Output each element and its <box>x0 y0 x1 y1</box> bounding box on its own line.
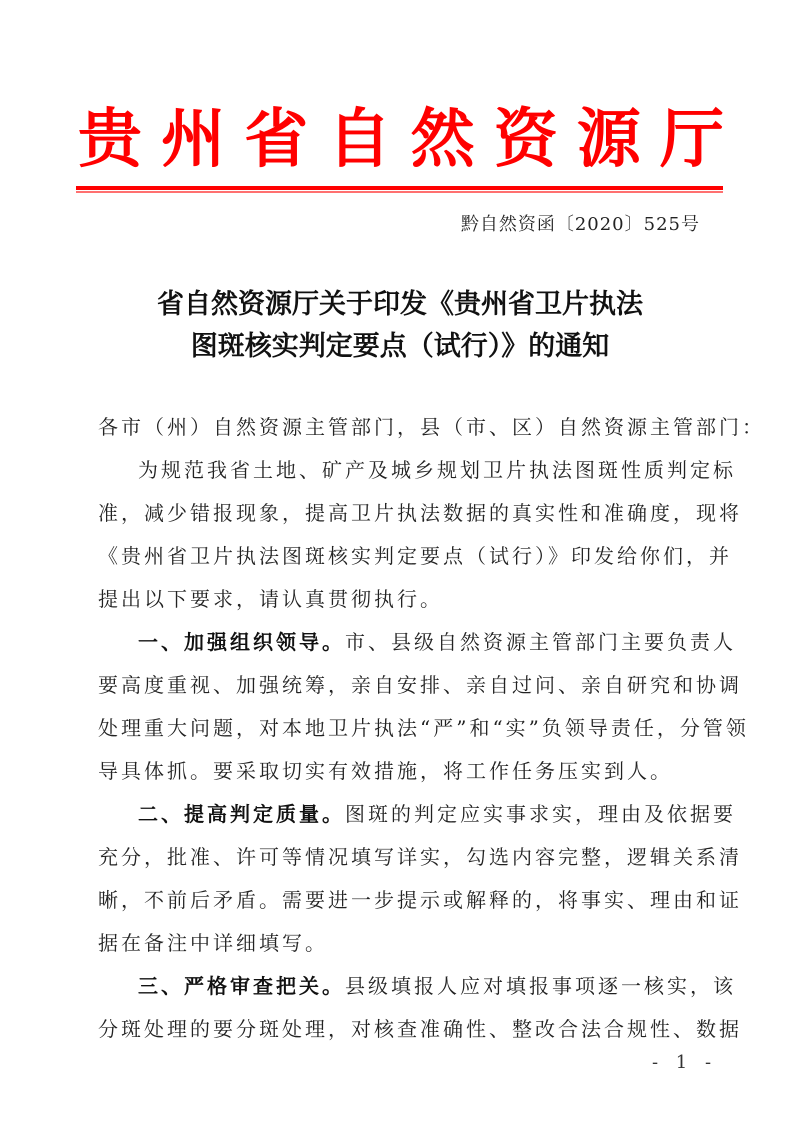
masthead-char: 贵 <box>78 102 142 177</box>
body-line: 晰，不前后矛盾。需要进一步提示或解释的，将事实、理由和证 <box>98 888 742 912</box>
document-title-line1: 省自然资源厅关于印发《贵州省卫片执法 <box>157 289 643 320</box>
document-title-line2: 图斑核实判定要点（试行）》的通知 <box>190 331 610 362</box>
red-header-rule <box>76 186 723 190</box>
body-line: 要高度重视、加强统筹，亲自安排、亲自过问、亲自研究和协调 <box>98 673 742 697</box>
section-3-heading: 三、严格审查把关。 <box>138 974 345 998</box>
section-2-heading: 二、提高判定质量。 <box>138 802 345 826</box>
masthead-char: 然 <box>410 102 475 177</box>
body-line: 《贵州省卫片执法图斑核实判定要点（试行）》印发给你们，并 <box>98 544 732 568</box>
section-2-text: 图斑的判定应实事求实，理由及依据要 <box>345 802 736 826</box>
section-3 <box>98 965 736 1008</box>
salutation: 各市（州）自然资源主管部门，县（市、区）自然资源主管部门： <box>98 415 765 439</box>
section-1 <box>98 621 736 664</box>
body-line: 分斑处理的要分斑处理，对核查准确性、整改合法合规性、数据 <box>98 1017 742 1041</box>
section-1-text: 市、县级自然资源主管部门主要负责人 <box>345 630 736 654</box>
body-line: 准，减少错报现象，提高卫片执法数据的真实性和准确度，现将 <box>98 501 742 525</box>
body-line: 为规范我省土地、矿产及城乡规划卫片执法图斑性质判定标 <box>138 458 736 482</box>
red-header-rule-thin <box>76 191 723 193</box>
body-line: 据在备注中详细填写。 <box>98 931 328 955</box>
page-number: - 1 - <box>652 1052 718 1073</box>
masthead-char: 源 <box>576 102 641 177</box>
agency-masthead <box>78 100 724 180</box>
body-line: 处理重大问题，对本地卫片执法“严”和“实”负领导责任，分管领 <box>98 716 749 740</box>
section-3-text: 县级填报人应对填报事项逐一核实，该 <box>345 974 736 998</box>
section-1-heading: 一、加强组织领导。 <box>138 630 345 654</box>
masthead-char: 厅 <box>659 102 724 177</box>
document-body <box>98 406 765 1051</box>
masthead-char: 自 <box>327 102 392 177</box>
body-line: 导具体抓。要采取切实有效措施，将工作任务压实到人。 <box>98 759 673 783</box>
document-number: 黔自然资函〔2020〕525号 <box>460 214 700 235</box>
masthead-char: 州 <box>161 102 226 177</box>
body-line: 提出以下要求，请认真贯彻执行。 <box>98 587 443 611</box>
section-2 <box>98 793 736 836</box>
body-line: 充分，批准、许可等情况填写详实，勾选内容完整，逻辑关系清 <box>98 845 742 869</box>
masthead-char: 资 <box>493 102 558 177</box>
masthead-char: 省 <box>244 102 309 177</box>
